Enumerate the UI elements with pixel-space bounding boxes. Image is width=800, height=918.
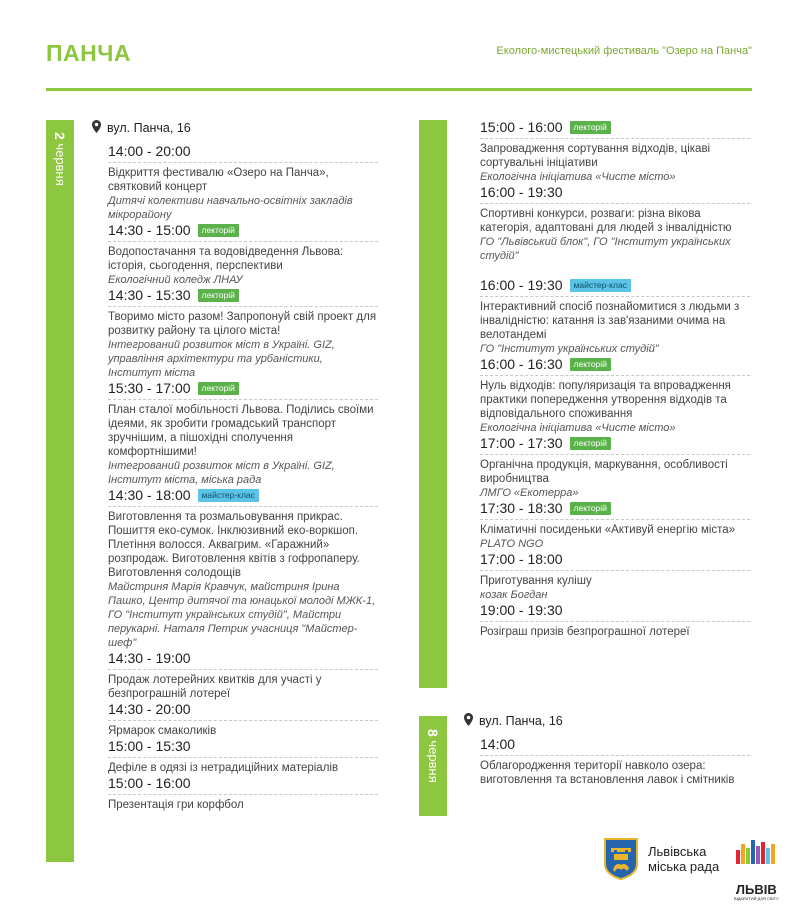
event-item	[480, 184, 750, 263]
day-bar-june-2-continued	[419, 120, 447, 688]
event-time: 14:30 - 18:00	[108, 487, 191, 503]
address-line	[92, 120, 191, 136]
event-time-row	[480, 500, 750, 520]
event-description: Органічна продукція, маркування, особливості виробництва	[480, 459, 728, 485]
event-item	[480, 119, 750, 184]
day-number: 2	[52, 132, 68, 140]
city-council-logo	[604, 838, 730, 880]
schedule-column-1	[108, 143, 378, 812]
event-type-badge: лекторій	[570, 358, 611, 371]
event-time: 16:00 - 19:30	[480, 277, 563, 293]
event-description: Приготування кулішу	[480, 575, 592, 587]
event-time-row	[480, 602, 750, 622]
event-time: 14:30 - 20:00	[108, 701, 191, 717]
event-time-row	[480, 356, 750, 376]
event-item	[108, 287, 378, 380]
event-description: Розіграш призів безпрограшної лотереї	[480, 626, 690, 638]
event-time: 19:00 - 19:30	[480, 602, 563, 618]
day-label-june-2	[52, 132, 68, 186]
festival-name: Еколого-мистецький фестиваль "Озеро на Панча"	[496, 45, 752, 57]
event-organizer: Екологічна ініціатива «Чисте місто»	[480, 171, 676, 183]
event-time-row	[108, 738, 378, 758]
event-item	[108, 380, 378, 487]
event-item	[108, 650, 378, 701]
location-pin-icon	[464, 713, 473, 729]
event-organizer: PLATO NGO	[480, 538, 544, 550]
event-item	[480, 602, 750, 639]
event-description: Відкриття фестивалю «Озеро на Панча», святковий концерт	[108, 167, 329, 193]
event-description: Облагородження території навколо озера: виготовлення та встановлення лавок і смітників	[480, 760, 735, 786]
event-organizer: ЛМГО «Екотерра»	[480, 487, 579, 499]
schedule-column-3	[480, 736, 750, 787]
event-description: Продаж лотерейних квитків для участі у безпрограшній лотереї	[108, 674, 322, 700]
event-description: Кліматичні посиденьки «Активуй енергію міста»	[480, 524, 736, 536]
event-description: Презентація гри корфбол	[108, 799, 244, 811]
council-name: Львівська міська рада	[648, 844, 720, 874]
location-pin-icon	[92, 120, 101, 136]
event-description: Творимо місто разом! Запропонуй свій проект для розвитку району та цілого міста!	[108, 311, 377, 337]
event-time-row	[480, 277, 750, 297]
city-skyline-icon	[734, 838, 778, 878]
event-time: 15:30 - 17:00	[108, 380, 191, 396]
event-organizer: ГО "Львівський блок", ГО "Інститут українських студій"	[480, 236, 731, 262]
event-organizer: козак Богдан	[480, 589, 548, 601]
event-time: 16:00 - 16:30	[480, 356, 563, 372]
event-time: 14:30 - 15:30	[108, 287, 191, 303]
event-type-badge: лекторій	[570, 121, 611, 134]
event-time-row	[108, 701, 378, 721]
event-description: План сталої мобільності Львова. Поділись своїми ідеями, як зробити громадський транспорт зручнішим, а пішохідні сполучення комфортнішими!	[108, 404, 374, 458]
event-time-row	[108, 650, 378, 670]
address-text: вул. Панча, 16	[479, 714, 563, 728]
event-time: 16:00 - 19:30	[480, 184, 563, 200]
event-description: Інтерактивний спосіб познайомитися з людьми з інвалідністю: катання із зав'язаними очима на велотандемі	[480, 301, 740, 341]
event-time-row	[108, 487, 378, 507]
event-time: 17:00 - 18:00	[480, 551, 563, 567]
event-description: Водопостачання та водовідведення Львова: історія, сьогодення, перспективи	[108, 246, 344, 272]
event-time-row	[480, 736, 750, 756]
event-time: 15:00 - 16:00	[108, 775, 191, 791]
event-item	[108, 775, 378, 812]
event-time: 15:00 - 15:30	[108, 738, 191, 754]
event-type-badge: лекторій	[570, 502, 611, 515]
event-organizer: Дитячі колективи навчально-освітніх закладів мікрорайону	[108, 195, 353, 221]
event-organizer: Екологічний коледж ЛНАУ	[108, 274, 243, 286]
event-time-row	[108, 775, 378, 795]
event-type-badge: лекторій	[198, 289, 239, 302]
event-item	[480, 736, 750, 787]
event-organizer: Екологічна ініціатива «Чисте місто»	[480, 422, 676, 434]
event-description: Ярмарок смаколиків	[108, 725, 217, 737]
city-slogan: ВІДКРИТИЙ ДЛЯ СВІТУ	[734, 896, 779, 901]
event-organizer: ГО "Інститут українських студій"	[480, 343, 659, 355]
day-number: 8	[425, 729, 441, 737]
day-month: червня	[426, 740, 441, 783]
event-item	[108, 222, 378, 287]
event-type-badge: лекторій	[198, 224, 239, 237]
address-text: вул. Панча, 16	[107, 121, 191, 135]
event-type-badge: лекторій	[570, 437, 611, 450]
event-time: 14:00 - 20:00	[108, 143, 191, 159]
event-description: Запровадження сортування відходів, цікаві сортувальні ініціативи	[480, 143, 711, 169]
event-time: 17:30 - 18:30	[480, 500, 563, 516]
city-wordmark: ЛЬВІВ	[735, 882, 777, 897]
event-item	[480, 551, 750, 602]
event-time-row	[108, 287, 378, 307]
event-time-row	[108, 143, 378, 163]
event-time: 14:00	[480, 736, 516, 752]
event-item	[480, 435, 750, 500]
event-item	[108, 143, 378, 222]
event-type-badge: майстер-клас	[198, 489, 259, 502]
event-description: Виготовлення та розмальовування прикрас. Пошиття еко-сумок. Інклюзивний еко-воркшоп. Плетіння волосся. Аквагрим. «Гаражний» розпродаж. Виготовлення квітів з гофропаперу. Виготовлення солодощів	[108, 511, 360, 579]
event-organizer: Майстриня Марія Кравчук, майстриня Ірина Пашко, Центр дитячої та юнацької молоді МЖК-1, ГО "Інститут українських студій", Майстри перукарні. Наталя Петрик учасниця "Майстер-шеф"	[108, 581, 376, 649]
event-item	[108, 701, 378, 738]
event-description: Спортивні конкурси, розваги: різна вікова категорія, адаптовані для людей з інвалідністю	[480, 208, 732, 234]
event-description: Нуль відходів: популяризація та впровадження практики попередження утворення відходів та відповідального споживання	[480, 380, 731, 420]
event-time-row	[480, 184, 750, 204]
event-time-row	[480, 551, 750, 571]
event-item	[480, 500, 750, 551]
event-time: 17:00 - 17:30	[480, 435, 563, 451]
lviv-city-logo	[734, 838, 779, 902]
event-time-row	[480, 119, 750, 139]
event-time-row	[108, 380, 378, 400]
lviv-coat-of-arms-icon	[604, 838, 638, 880]
event-item	[480, 356, 750, 435]
day-bar-june-2	[46, 120, 74, 862]
address-line	[464, 713, 563, 729]
event-item	[480, 277, 750, 356]
event-time: 15:00 - 16:00	[480, 119, 563, 135]
schedule-column-2	[480, 119, 750, 639]
day-label-june-8	[425, 729, 441, 783]
header-divider	[46, 88, 752, 91]
event-time-row	[108, 222, 378, 242]
event-time-row	[480, 435, 750, 455]
event-type-badge: майстер-клас	[570, 279, 631, 292]
event-item	[108, 738, 378, 775]
event-description: Дефіле в одязі із нетрадиційних матеріалів	[108, 762, 339, 774]
event-organizer: Інтегрований розвиток міст в Україні. GIZ, Інститут міста, міська рада	[108, 460, 335, 486]
event-item	[108, 487, 378, 650]
event-type-badge: лекторій	[198, 382, 239, 395]
page-title: ПАНЧА	[46, 40, 132, 66]
event-time: 14:30 - 15:00	[108, 222, 191, 238]
event-organizer: Інтегрований розвиток міст в Україні. GIZ, управління архітектури та урбаністики, Інститут міста	[108, 339, 335, 379]
event-time: 14:30 - 19:00	[108, 650, 191, 666]
day-month: червня	[53, 143, 68, 186]
